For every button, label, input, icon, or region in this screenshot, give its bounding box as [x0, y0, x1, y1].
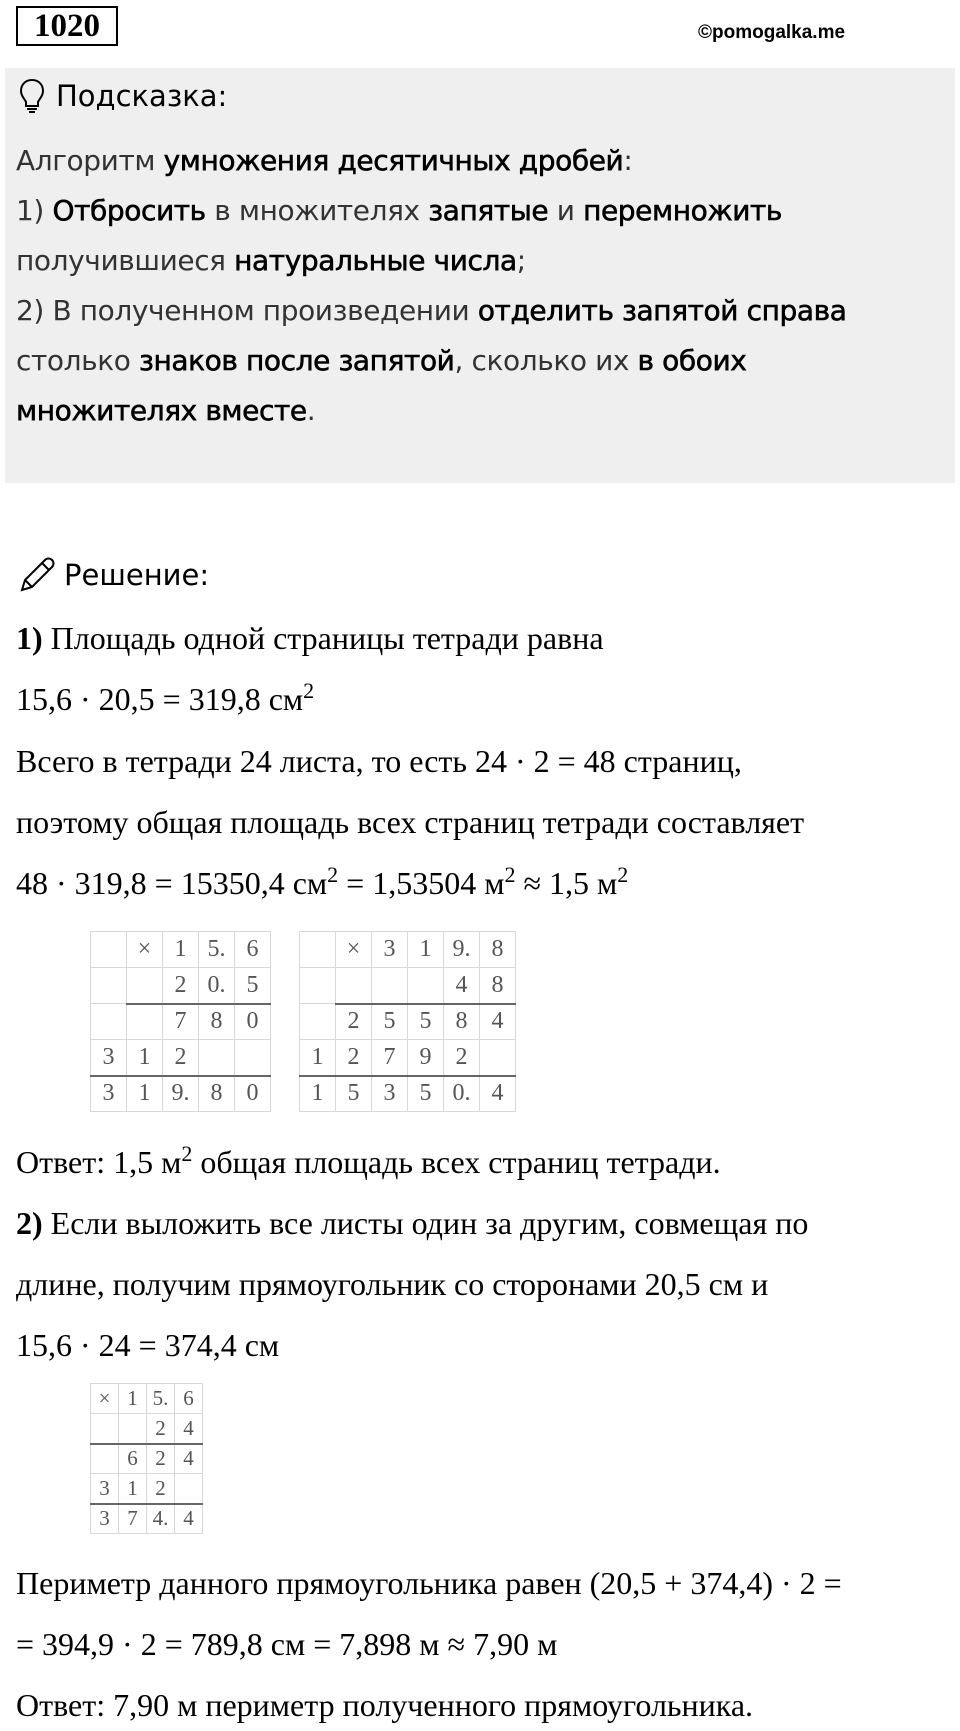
solution-p1-total: 48 · 319,8 = 15350,4 $см^2 = 1,53504$ $м^2 \approx 1,5$ $м^2$	[16, 862, 629, 901]
multiplication-15-6-by-24	[90, 1383, 203, 1534]
calc-cell	[300, 1004, 336, 1040]
pencil-icon	[18, 556, 56, 594]
calc-cell: 4	[480, 1004, 516, 1040]
calc-cell: 4	[175, 1414, 203, 1444]
calc-cell: 9.	[163, 1076, 199, 1112]
calc-cell: 2	[444, 1040, 480, 1076]
calc-cell: 5	[408, 1076, 444, 1112]
calc-cell	[336, 968, 372, 1004]
calc-cell	[127, 968, 163, 1004]
solution-p2-line2: длине, получим прямоугольник со сторонами 20,5 см и	[16, 1266, 769, 1302]
answer-2: Ответ: 7,90 м периметр полученного прямоугольника.	[16, 1687, 754, 1723]
calc-cell	[127, 1004, 163, 1040]
calc-row	[91, 1076, 271, 1112]
calc-cell: 1	[119, 1474, 147, 1504]
calc-cell: 3	[372, 932, 408, 968]
calc-cell: 5	[372, 1004, 408, 1040]
calc-cell	[199, 1040, 235, 1076]
calc-cell	[91, 1444, 119, 1474]
calc-cell: 1	[300, 1076, 336, 1112]
calc-row	[300, 1004, 516, 1040]
calc-cell: 1	[408, 932, 444, 968]
calc-cell: 6	[119, 1444, 147, 1474]
calc-row	[91, 1004, 271, 1040]
copyright: ©pomogalka.me	[698, 22, 846, 43]
hint-line-5: столько знаков после запятой, сколько их в обоих	[16, 344, 747, 377]
calc-row	[300, 1076, 516, 1112]
solution-p1-calc: 15,6 · 20,5 = 319,8 $см^2$	[16, 678, 315, 717]
calc-row	[91, 968, 271, 1004]
calc-cell: 5	[235, 968, 271, 1004]
calc-cell: 7	[163, 1004, 199, 1040]
answer-1: Ответ: 1,5 $м^2$ общая площадь всех страниц тетради.	[16, 1141, 721, 1180]
calc-cell: 5.	[147, 1384, 175, 1414]
calc-cell: 3	[91, 1474, 119, 1504]
solution-p1-sheets: Всего в тетради 24 листа, то есть 24 · 2 = 48 страниц,	[16, 743, 742, 779]
hint-line-6: множителях вместе.	[16, 394, 316, 427]
calc-cell: 9.	[444, 932, 480, 968]
calc-row	[300, 932, 516, 968]
calc-cell	[91, 968, 127, 1004]
calc-cell: 3	[91, 1076, 127, 1112]
calc-cell: 1	[163, 932, 199, 968]
hint-text	[16, 136, 946, 436]
calc-cell	[91, 1004, 127, 1040]
calc-cell: 2	[163, 968, 199, 1004]
calc-cell: 3	[372, 1076, 408, 1112]
calc-cell: 0	[235, 1004, 271, 1040]
calc-cell	[408, 968, 444, 1004]
calc-cell: 2	[336, 1040, 372, 1076]
calc-cell: 4	[444, 968, 480, 1004]
calc-row	[91, 1414, 203, 1444]
calc-row	[300, 968, 516, 1004]
calc-cell: 5	[408, 1004, 444, 1040]
solution-p2-calc: 15,6 · 24 = 374,4 см	[16, 1327, 280, 1363]
calc-row	[91, 1384, 203, 1414]
calc-cell: 1	[300, 1040, 336, 1076]
calc-row	[91, 1504, 203, 1534]
calc-cell: 5	[336, 1076, 372, 1112]
calc-cell: 7	[119, 1504, 147, 1534]
calc-cell: 2	[336, 1004, 372, 1040]
calc-cell: ×	[336, 932, 372, 968]
calc-cell: 1	[127, 1076, 163, 1112]
calc-cell: 4.	[147, 1504, 175, 1534]
hint-line-4: 2) В полученном произведении отделить запятой справа	[16, 294, 847, 327]
hint-title	[18, 76, 227, 116]
hint-line-3: получившиеся натуральные числа;	[16, 244, 526, 277]
calc-cell	[235, 1040, 271, 1076]
calc-row	[300, 1040, 516, 1076]
solution-title	[18, 553, 209, 597]
calc-cell	[300, 932, 336, 968]
calc-cell	[480, 1040, 516, 1076]
perimeter-line-2: = 394,9 · 2 = 789,8 см = 7,898 м ≈ 7,90 м	[16, 1626, 558, 1662]
calc-cell: 7	[372, 1040, 408, 1076]
solution-p1-intro: 1) Площадь одной страницы тетради равна	[16, 620, 604, 656]
calc-cell: 4	[175, 1504, 203, 1534]
calc-cell: 2	[147, 1414, 175, 1444]
calc-cell	[91, 932, 127, 968]
calc-row	[91, 932, 271, 968]
multiplication-15-6-by-20-5	[90, 931, 271, 1112]
calc-cell: 3	[91, 1504, 119, 1534]
calc-cell: 0.	[199, 968, 235, 1004]
calc-cell: 8	[480, 932, 516, 968]
calc-cell	[119, 1414, 147, 1444]
calc-row	[91, 1040, 271, 1076]
calc-cell	[300, 968, 336, 1004]
calc-cell: 3	[91, 1040, 127, 1076]
calc-cell: 2	[147, 1444, 175, 1474]
lightbulb-icon	[18, 78, 46, 114]
calc-cell: 8	[199, 1076, 235, 1112]
multiplication-319-8-by-48	[299, 931, 516, 1112]
calc-cell: ×	[91, 1384, 119, 1414]
calc-row	[91, 1474, 203, 1504]
hint-line-1: Алгоритм умножения десятичных дробей:	[16, 144, 633, 177]
task-number: 1020	[16, 6, 118, 46]
calc-row	[91, 1444, 203, 1474]
hint-line-2: 1) Отбросить в множителях запятые и перемножить	[16, 194, 783, 227]
calc-cell: 6	[175, 1384, 203, 1414]
calc-cell: ×	[127, 932, 163, 968]
calc-cell	[175, 1474, 203, 1504]
perimeter-line-1: Периметр данного прямоугольника равен (20,5 + 374,4) · 2 =	[16, 1565, 842, 1601]
solution-title-text: Решение:	[64, 558, 210, 592]
calc-cell: 0.	[444, 1076, 480, 1112]
calc-cell: 0	[235, 1076, 271, 1112]
calc-cell: 8	[199, 1004, 235, 1040]
calc-cell: 8	[480, 968, 516, 1004]
calc-cell	[91, 1414, 119, 1444]
calc-cell: 1	[119, 1384, 147, 1414]
calc-cell: 2	[147, 1474, 175, 1504]
solution-p1-area-text: поэтому общая площадь всех страниц тетради составляет	[16, 804, 805, 840]
calc-cell: 4	[480, 1076, 516, 1112]
calc-cell: 4	[175, 1444, 203, 1474]
calc-cell: 1	[127, 1040, 163, 1076]
solution-p2-intro: 2) Если выложить все листы один за другим, совмещая по	[16, 1205, 809, 1241]
calc-cell: 9	[408, 1040, 444, 1076]
calc-cell: 5.	[199, 932, 235, 968]
hint-title-text: Подсказка:	[56, 79, 228, 113]
calc-cell: 6	[235, 932, 271, 968]
calc-cell	[372, 968, 408, 1004]
calc-cell: 2	[163, 1040, 199, 1076]
calc-cell: 8	[444, 1004, 480, 1040]
